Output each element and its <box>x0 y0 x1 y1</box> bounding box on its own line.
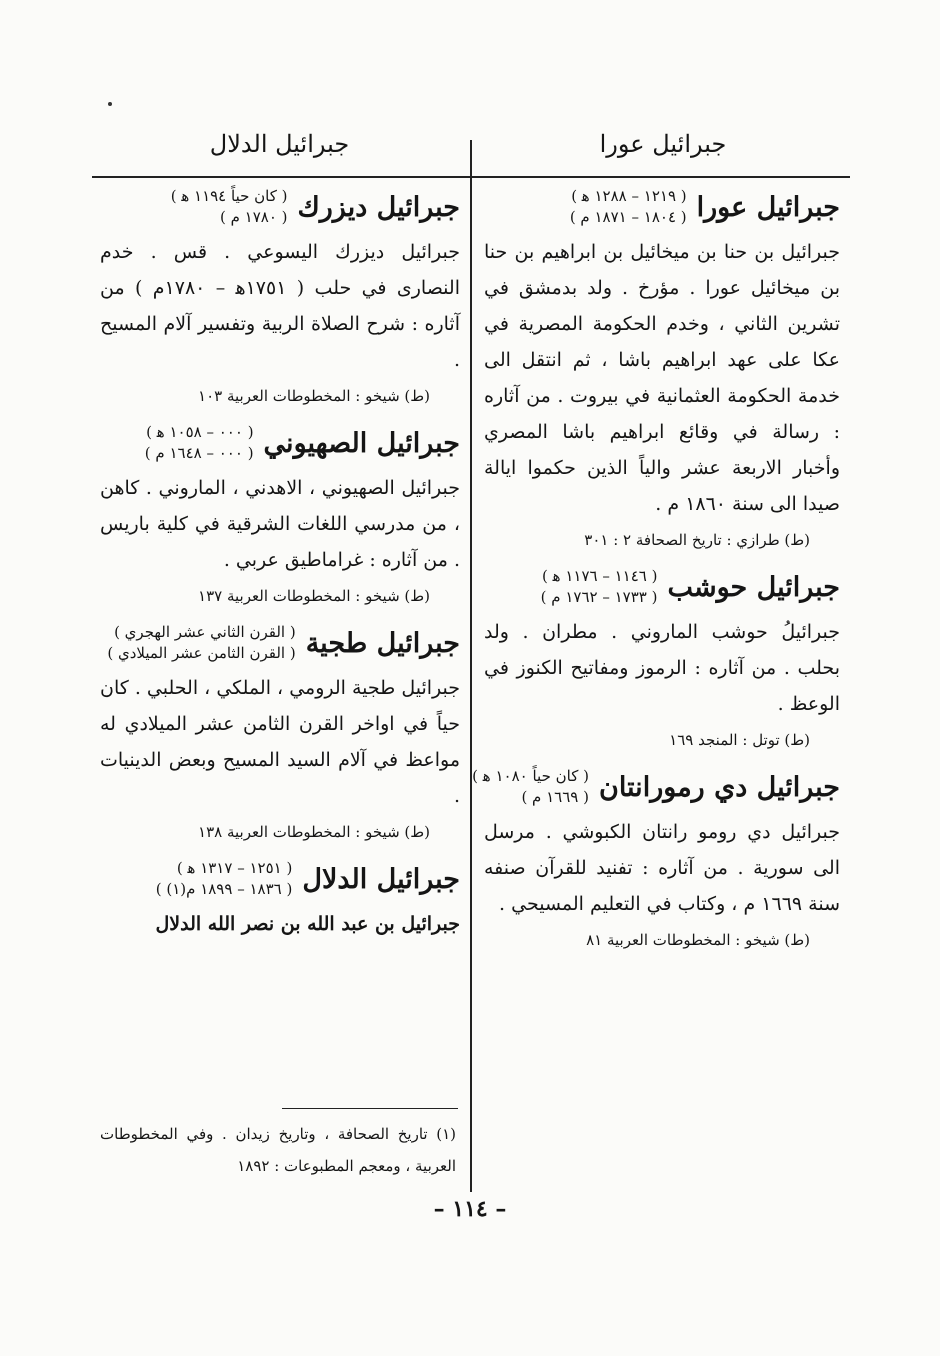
entry-body: جبرائيل بن عبد الله بن نصر الله الدلال <box>155 913 460 935</box>
entry-source: (ط) شيخو : المخطوطات العربية ٨١ <box>586 931 810 949</box>
running-head-right: جبرائيل عورا <box>599 130 727 158</box>
entry-dates <box>541 566 658 608</box>
entry-date-gregorian: ( ١٨٣٦ – ١٨٩٩ م(١) ) <box>155 880 293 898</box>
entry-date-hijri: ( ١١٤٦ – ١١٧٦ ﻫ ) <box>542 567 658 585</box>
entry-body: جبرائيلُ حوشب الماروني . مطران . ولد بحلب . من آثاره : الرموز ومفاتيح الكنوز في الوعظ . <box>484 621 840 715</box>
entry-name: جبرائيل ديزرك <box>297 191 460 223</box>
entry-date-hijri: ( القرن الثاني عشر الهجري ) <box>114 623 296 641</box>
entry-hawshab <box>484 566 840 752</box>
entry-source: (ط) شيخو : المخطوطات العربية ١٠٣ <box>198 387 430 405</box>
entry-dates <box>107 622 295 664</box>
entry-source: (ط) توتل : المنجد ١٦٩ <box>669 731 810 749</box>
entry-oura <box>484 186 840 552</box>
entry-name: جبرائيل حوشب <box>667 571 840 603</box>
entry-romorantin <box>472 766 840 952</box>
entry-sahyouni <box>100 422 460 608</box>
entry-date-gregorian: ( ١٦٦٩ م ) <box>521 788 589 806</box>
entry-head <box>100 422 460 464</box>
entry-date-gregorian: ( ١٧٣٣ – ١٧٦٢ م ) <box>540 588 658 606</box>
entry-dates <box>156 858 293 900</box>
footnote-rule <box>282 1108 458 1109</box>
entry-head <box>484 566 840 608</box>
entry-date-gregorian: ( ١٨٠٤ – ١٨٧١ م ) <box>569 208 687 226</box>
right-column <box>472 186 840 966</box>
entry-source: (ط) شيخو : المخطوطات العربية ١٣٨ <box>198 823 430 841</box>
running-head-left: جبرائيل الدلال <box>209 130 350 158</box>
entry-dates <box>570 186 687 228</box>
entry-body: جبرائيل الصهيوني ، الاهدني ، الماروني . كاهن ، من مدرسي اللغات الشرقية في كلية باريس . من آثاره : غراماطيق عربي . <box>100 477 460 571</box>
entry-head <box>100 186 460 228</box>
entry-date-gregorian: ( القرن الثامن عشر الميلادي ) <box>107 644 296 662</box>
entry-name: جبرائيل عورا <box>696 191 840 223</box>
entry-name: جبرائيل الدلال <box>302 863 460 895</box>
entry-tajiya <box>100 622 460 844</box>
entry-name: جبرائيل طجية <box>305 627 460 659</box>
entry-date-hijri: ( ٠٠٠ – ١٠٥٨ ﻫ ) <box>146 423 254 441</box>
entry-body: جبرائيل بن حنا بن ميخائيل بن ابراهيم بن حنا بن ميخائيل عورا . مؤرخ . ولد بدمشق في تشرين الثاني ، وخدم الحكومة المصرية في عكا على عهد ابراهيم باشا ، ثم انتقل الى خدمة الحكومة العثمانية في بيروت . من آثاره : رسالة في وقائع ابراهيم باشا المصري وأخبار الاربعة عشر والياً الذين حكموا ايالة صيدا الى سنة ١٨٦٠ م . <box>484 241 840 515</box>
entry-date-hijri: ( ١٢١٩ – ١٢٨٨ ﻫ ) <box>571 187 687 205</box>
entry-body: جبرائيل ديزرك اليسوعي . قس . خدم النصارى في حلب ( ١٧٥١ﻫ – ١٧٨٠م ) من آثاره : شرح الصلاة الربية وتفسير آلام المسيح . <box>100 241 460 371</box>
entry-dates <box>145 422 254 464</box>
footnote: (١) تاريخ الصحافة ، وتاريخ زيدان . وفي المخطوطات العربية ، ومعجم المطبوعات : ١٨٩٢ <box>100 1125 456 1175</box>
page-number: – ١١٤ – <box>433 1196 507 1222</box>
entry-head <box>472 766 840 808</box>
entry-name: جبرائيل الصهيوني <box>263 427 460 459</box>
entry-date-hijri: ( ١٢٥١ – ١٣١٧ ﻫ ) <box>176 859 293 877</box>
entry-date-gregorian: ( ٠٠٠ – ١٦٤٨ م ) <box>144 444 254 462</box>
entry-date-gregorian: ( ١٧٨٠ م ) <box>219 208 288 226</box>
entry-body: جبرائيل دي رومو رانتان الكبوشي . مرسل الى سورية . من آثاره : تفنيد للقرآن صنفه سنة ١٦٦٩ م ، وكتاب في التعليم المسيحي . <box>484 821 840 915</box>
entry-dallal <box>100 858 460 942</box>
entry-deyzerk <box>100 186 460 408</box>
entry-source: (ط) طرازي : تاريخ الصحافة ٢ : ٣٠١ <box>584 531 810 549</box>
entry-head <box>100 858 460 900</box>
left-column <box>100 186 460 956</box>
entry-date-hijri: ( كان حياً ١٠٨٠ ﻫ ) <box>472 767 589 785</box>
entry-name: جبرائيل دي رمورانتان <box>598 771 840 803</box>
entry-dates <box>472 766 589 808</box>
entry-body: جبرائيل طجية الرومي ، الملكي ، الحلبي . كان حياً في اواخر القرن الثامن عشر الميلادي له مواعظ في آلام السيد المسيح وبعض الدينيات . <box>100 677 460 807</box>
entry-head <box>100 622 460 664</box>
entry-dates <box>171 186 288 228</box>
ink-speck <box>108 102 112 106</box>
entry-date-hijri: ( كان حياً ١١٩٤ ﻫ ) <box>170 187 288 205</box>
entry-source: (ط) شيخو : المخطوطات العربية ١٣٧ <box>198 587 430 605</box>
column-rule <box>470 140 472 1192</box>
entry-head <box>484 186 840 228</box>
